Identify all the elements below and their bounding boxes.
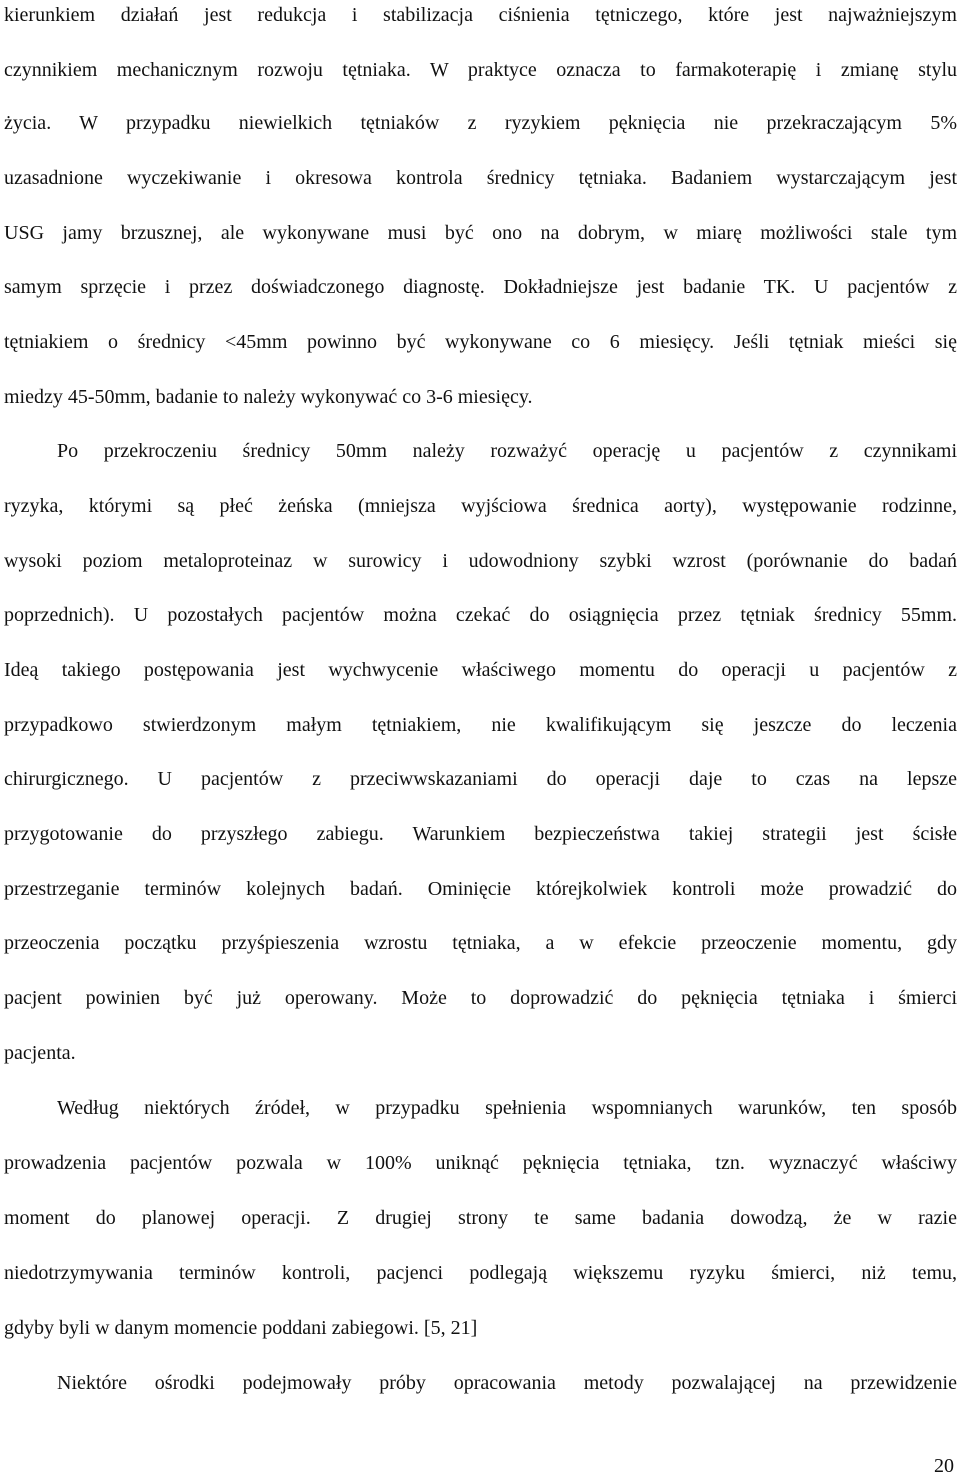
text-line: życia. W przypadku niewielkich tętniaków z ryzykiem pęknięcia nie przekraczającym 5% [4, 112, 957, 134]
text-line: Po przekroczeniu średnicy 50mm należy rozważyć operację u pacjentów z czynnikami [57, 440, 957, 462]
text-line: przeoczenia początku przyśpieszenia wzrostu tętniaka, a w efekcie przeoczenie momentu, gdy [4, 932, 957, 954]
text-line: przestrzeganie terminów kolejnych badań. Ominięcie którejkolwiek kontroli może prowadzić do [4, 878, 957, 900]
text-line: Według niektórych źródeł, w przypadku spełnienia wspomnianych warunków, ten sposób [57, 1097, 957, 1119]
text-line: wysoki poziom metaloproteinaz w surowicy i udowodniony szybki wzrost (porównanie do badań [4, 550, 957, 572]
text-line: niedotrzymywania terminów kontroli, pacjenci podlegają większemu ryzyku śmierci, niż temu, [4, 1262, 957, 1284]
text-line: gdyby byli w danym momencie poddani zabiegowi. [5, 21] [4, 1317, 478, 1339]
text-line: moment do planowej operacji. Z drugiej strony te same badania dowodzą, że w razie [4, 1207, 957, 1229]
text-line: poprzednich). U pozostałych pacjentów można czekać do osiągnięcia przez tętniak średnicy 55mm. [4, 604, 957, 626]
text-line: Ideą takiego postępowania jest wychwycenie właściwego momentu do operacji u pacjentów z [4, 659, 957, 681]
text-line: pacjenta. [4, 1042, 76, 1064]
text-line: pacjent powinien być już operowany. Może to doprowadzić do pęknięcia tętniaka i śmierci [4, 987, 957, 1009]
text-line: uzasadnione wyczekiwanie i okresowa kontrola średnicy tętniaka. Badaniem wystarczającym jest [4, 167, 957, 189]
text-line: przypadkowo stwierdzonym małym tętniakiem, nie kwalifikującym się jeszcze do leczenia [4, 714, 957, 736]
text-line: miedzy 45-50mm, badanie to należy wykonywać co 3-6 miesięcy. [4, 386, 533, 408]
text-line: czynnikiem mechanicznym rozwoju tętniaka. W praktyce oznacza to farmakoterapię i zmianę stylu [4, 59, 957, 81]
page-number: 20 [934, 1455, 954, 1477]
text-line: Niektóre ośrodki podejmowały próby opracowania metody pozwalającej na przewidzenie [57, 1372, 957, 1394]
text-line: prowadzenia pacjentów pozwala w 100% uniknąć pęknięcia tętniaka, tzn. wyznaczyć właściwy [4, 1152, 957, 1174]
text-line: chirurgicznego. U pacjentów z przeciwwskazaniami do operacji daje to czas na lepsze [4, 768, 957, 790]
text-line: przygotowanie do przyszłego zabiegu. Warunkiem bezpieczeństwa takiej strategii jest ścisłe [4, 823, 957, 845]
text-line: kierunkiem działań jest redukcja i stabilizacja ciśnienia tętniczego, które jest najważniejszym [4, 4, 957, 26]
text-line: tętniakiem o średnicy <45mm powinno być wykonywane co 6 miesięcy. Jeśli tętniak mieści się [4, 331, 957, 353]
text-line: samym sprzęcie i przez doświadczonego diagnostę. Dokładniejsze jest badanie TK. U pacjentów z [4, 276, 957, 298]
text-line: USG jamy brzusznej, ale wykonywane musi być ono na dobrym, w miarę możliwości stale tym [4, 222, 957, 244]
text-line: ryzyka, którymi są płeć żeńska (mniejsza wyjściowa średnica aorty), występowanie rodzinne, [4, 495, 957, 517]
